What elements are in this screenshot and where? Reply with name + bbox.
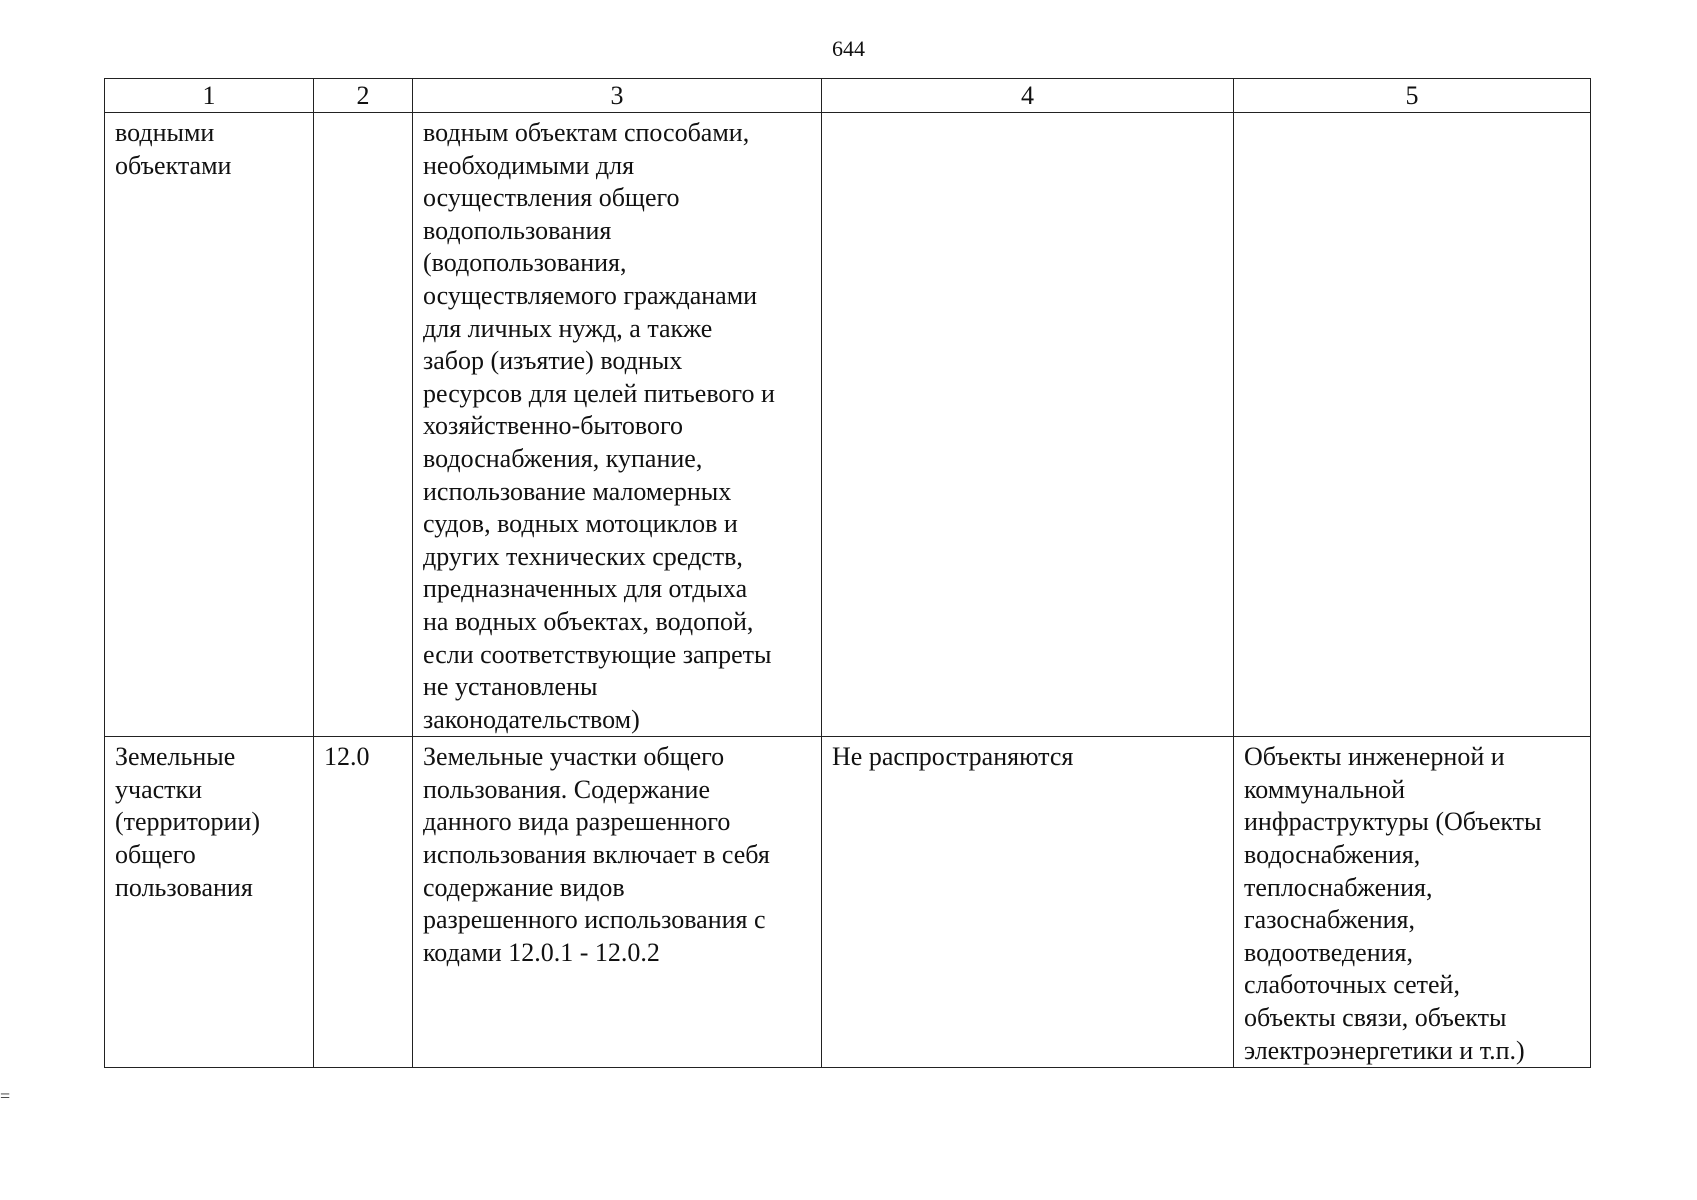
column-header-2: 2: [314, 79, 413, 113]
table-cell: [105, 737, 314, 1068]
document-table: [104, 78, 1591, 1068]
page-number: 644: [832, 36, 865, 61]
cell-text: 12.0: [324, 742, 370, 772]
column-header-5: 5: [1234, 79, 1591, 113]
table-row: [105, 737, 1591, 1068]
table-cell: [822, 113, 1234, 737]
table-cell: [1234, 737, 1591, 1068]
table-cell: [105, 113, 314, 737]
table-cell: [314, 737, 413, 1068]
margin-mark: =: [0, 1086, 11, 1106]
cell-text: Объекты инженерной и коммунальной инфраструктуры (Объекты водоснабжения, теплоснабжения, газоснабжения, водоотведения, слаботочных сетей, объекты связи, объекты электроэнергетики и т.п.): [1244, 742, 1542, 1065]
table-cell: [413, 113, 822, 737]
column-header-3: 3: [413, 79, 822, 113]
table-header-row: [105, 79, 1591, 113]
cell-text: Земельные участки общего пользования. Содержание данного вида разрешенного использования включает в себя содержание видов разрешенного использования с кодами 12.0.1 - 12.0.2: [423, 742, 770, 967]
cell-text: [1234, 113, 1590, 117]
table-cell: [314, 113, 413, 737]
table-row: [105, 113, 1591, 737]
table-cell: [822, 737, 1234, 1068]
table-cell: [1234, 113, 1591, 737]
cell-text: Не распространяются: [832, 742, 1074, 772]
cell-text: [314, 113, 412, 117]
cell-text: Земельные участки (территории) общего пользования: [115, 742, 260, 902]
column-header-1: 1: [105, 79, 314, 113]
column-header-4: 4: [822, 79, 1234, 113]
table-cell: [413, 737, 822, 1068]
cell-text: водными объектами: [115, 118, 232, 180]
cell-text: [822, 113, 1233, 117]
cell-text: водным объектам способами, необходимыми для осуществления общего водопользования (водопользования, осуществляемого гражданами для личных нужд, а также забор (изъятие) водных ресурсов для целей питьевого и хозяйственно-бытового водоснабжения, купание, использование маломерных судов, водных мотоциклов и других технических средств, предназначенных для отдыха на водных объектах, водопой, если соответствующие запреты не установлены законодательством): [423, 118, 775, 734]
